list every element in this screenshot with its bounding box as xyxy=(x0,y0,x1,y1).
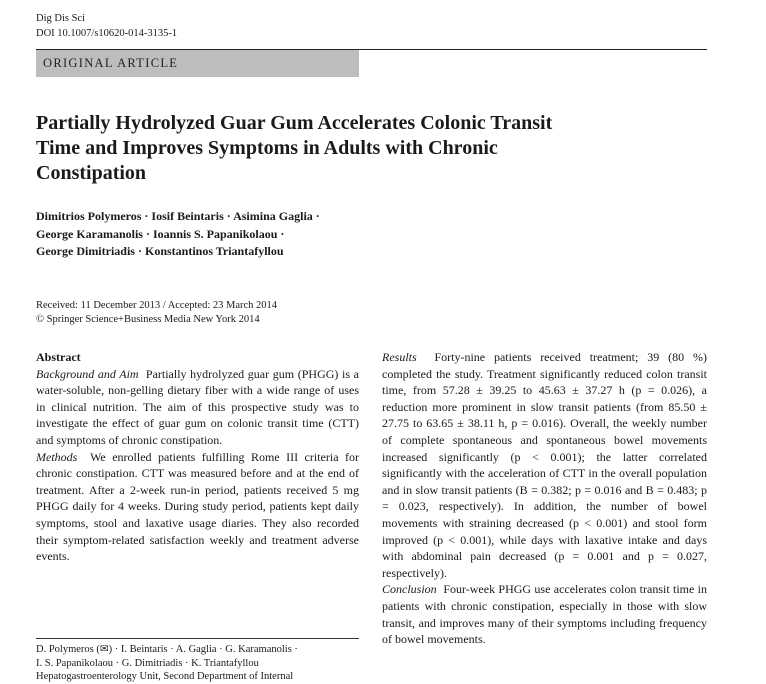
journal-name: Dig Dis Sci xyxy=(36,13,86,24)
methods-label: Methods xyxy=(36,449,78,464)
copyright: © Springer Science+Business Media New York 2014 xyxy=(36,314,260,325)
affiliation-footnote xyxy=(36,643,366,684)
author-list xyxy=(36,208,436,261)
background-label: Background and Aim xyxy=(36,366,139,381)
conclusion-label: Conclusion xyxy=(382,582,437,597)
results-label: Results xyxy=(382,350,417,364)
abstract-conclusion xyxy=(382,581,707,647)
background-text: Partially hydrolyzed guar gum (PHGG) is a water-soluble, non-gelling dietary fiber with a wide range of uses in clinical nutrition. The aim of this prospective study was to investigate the effect of guar gum on colonic transit time (CTT) and symptoms of chronic constipation. xyxy=(36,366,360,447)
article-title xyxy=(36,111,656,186)
abstract-left-column xyxy=(36,349,359,565)
author-line: Dimitrios Polymeros · Iosif Beintaris · Asimina Gaglia · xyxy=(36,209,320,223)
journal-header xyxy=(36,11,177,41)
abstract-heading: Abstract xyxy=(36,350,81,364)
author-line: George Karamanolis · Ioannis S. Papanikolaou · xyxy=(36,226,285,241)
abstract-results xyxy=(382,349,707,581)
title-line: Time and Improves Symptoms in Adults with Chronic xyxy=(36,137,498,159)
abstract-background xyxy=(36,366,359,449)
footnote-rule xyxy=(36,638,359,639)
title-line: Partially Hydrolyzed Guar Gum Accelerates Colonic Transit xyxy=(36,112,553,134)
conclusion-text: Four-week PHGG use accelerates colon transit time in patients with chronic constipation, especially in those with slow transit, and improves many of their symptoms including frequency of bowel movements. xyxy=(382,582,707,647)
publication-dates xyxy=(36,299,277,327)
title-line: Constipation xyxy=(36,162,147,184)
methods-text: We enrolled patients fulfilling Rome III criteria for chronic constipation. CTT was measured before and at the end of treatment. After a 2-week run-in period, patients received 5 mg PHGG daily for 4 weeks. During study period, patients kept daily symptoms, stool and laxative usage diaries. They also recorded their symptom-related satisfaction weekly and treatment adverse events. xyxy=(36,449,359,564)
footnote-line: I. S. Papanikolaou · G. Dimitriadis · K. Triantafyllou xyxy=(36,657,259,669)
article-type: ORIGINAL ARTICLE xyxy=(43,56,179,70)
doi: DOI 10.1007/s10620-014-3135-1 xyxy=(36,28,178,39)
footnote-line: Hepatogastroenterology Unit, Second Department of Internal xyxy=(36,671,294,682)
author-line: George Dimitriadis · Konstantinos Triantafyllou xyxy=(36,244,284,258)
article-type-banner xyxy=(36,50,359,77)
abstract-right-column xyxy=(382,349,707,648)
results-text: Forty-nine patients received treatment; 39 (80 %) completed the study. Treatment significantly reduced colon transit time, from 57.28 ± 39.25 to 45.63 ± 37.27 h (p = 0.026), a reduction more prominent in slow transit patients (from 85.50 ± 27.75 to 63.65 ± 38.11 h, p = 0.016). Overall, the weekly number of complete spontaneous and spontaneous bowel movements increased significantly (p < 0.001); the latter correlated significantly with the acceleration of CTT in the overall population and in slow transit patients (B = 0.382; p = 0.016 and B = 0.483; p = 0.023, respectively). In addition, the number of bowel movements with straining decreased (p < 0.001) and stool form improved (p < 0.001), while days with laxative intake and days with abdominal pain decreased (p = 0.001 and p = 0.027, respectively). xyxy=(382,350,707,580)
received-accepted: Received: 11 December 2013 / Accepted: 23 March 2014 xyxy=(36,300,278,311)
footnote-line: D. Polymeros (✉) · I. Beintaris · A. Gaglia · G. Karamanolis · xyxy=(36,644,298,655)
abstract-methods xyxy=(36,449,359,565)
